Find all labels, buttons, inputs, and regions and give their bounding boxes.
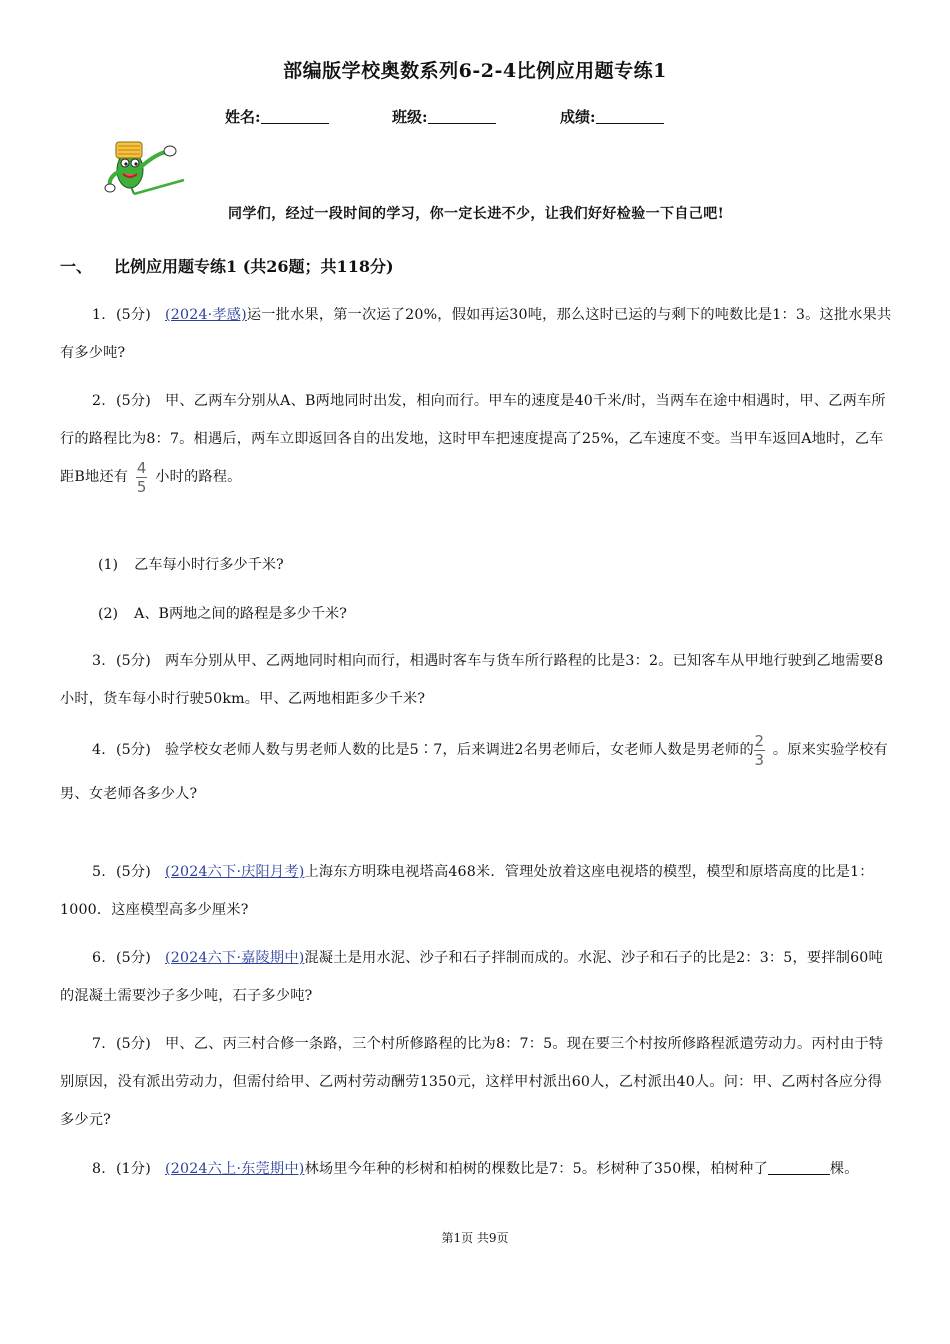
section-number: 一、: [60, 257, 93, 276]
question-score: (5分): [115, 742, 152, 758]
question-score: (1分): [115, 1161, 152, 1177]
question-text: 运一批水果，第一次运了20%，假如再运30吨，那么这时已运的与剩下的吨数比是1：3。这批水果共有多少吨?: [60, 307, 892, 361]
class-label: 班级:: [392, 108, 428, 126]
class-blank[interactable]: [428, 109, 496, 124]
question-number: 1.: [92, 307, 106, 323]
score-label: 成绩:: [560, 108, 596, 126]
section-heading: [60, 254, 394, 277]
question-number: 2.: [92, 393, 106, 409]
question-source-link[interactable]: (2024·孝感): [165, 307, 247, 323]
question-source-link[interactable]: (2024六上·东莞期中): [165, 1161, 305, 1177]
fraction-denominator: 3: [754, 750, 765, 769]
question-3: [60, 642, 892, 718]
question-source-link[interactable]: (2024六下·嘉陵期中): [165, 950, 305, 966]
class-field[interactable]: [392, 106, 496, 127]
question-number: 6.: [92, 950, 106, 966]
score-field[interactable]: [560, 106, 664, 127]
question-4: [60, 728, 892, 816]
question-source-link[interactable]: (2024六下·庆阳月考): [165, 864, 305, 880]
question-text: 验学校女老师人数与男老师人数的比是5∶7，后来调进2名男老师后，女老师人数是男老师的: [165, 742, 754, 758]
question-score: (5分): [115, 864, 152, 880]
name-label: 姓名:: [225, 108, 261, 126]
name-blank[interactable]: [261, 109, 329, 124]
question-2-sub-1: [98, 554, 284, 574]
question-text: 甲、乙两车分别从A、B两地同时出发，相向而行。甲车的速度是40千米/时，当两车在途中相遇时，甲、乙两车所行的路程比为8：7。相遇后，两车立即返回各自的出发地，这时甲车把速度提高了25%，乙车速度不变。当甲车返回A地时，乙车距B地还有: [60, 393, 886, 485]
answer-blank[interactable]: [768, 1160, 830, 1175]
question-7: [60, 1025, 892, 1139]
question-number: 4.: [92, 742, 106, 758]
question-text: 混凝土是用水泥、沙子和石子拌制而成的。水泥、沙子和石子的比是2：3：5，要拌制60吨的混凝土需要沙子多少吨，石子多少吨?: [60, 950, 883, 1004]
fraction: [754, 733, 765, 768]
question-5: [60, 853, 892, 929]
section-title: 比例应用题专练1 (共26题；共118分): [114, 257, 394, 276]
question-2: [60, 382, 892, 496]
question-score: (5分): [115, 393, 152, 409]
sub-text: 乙车每小时行多少千米?: [134, 557, 284, 573]
question-text-end: 小时的路程。: [155, 469, 242, 485]
question-score: (5分): [115, 950, 152, 966]
score-blank[interactable]: [596, 109, 664, 124]
sub-number: (2): [98, 606, 119, 622]
fraction-denominator: 5: [136, 477, 147, 496]
question-8: [60, 1150, 892, 1188]
question-number: 7.: [92, 1036, 106, 1052]
question-text: 两车分别从甲、乙两地同时相向而行，相遇时客车与货车所行路程的比是3：2。已知客车从甲地行驶到乙地需要8小时，货车每小时行驶50km。甲、乙两地相距多少千米?: [60, 653, 884, 707]
question-2-sub-2: [98, 603, 347, 623]
question-text: 上海东方明珠电视塔高468米．管理处放着这座电视塔的模型，模型和原塔高度的比是1：1000．这座模型高多少厘米?: [60, 864, 874, 918]
sub-text: A、B两地之间的路程是多少千米?: [134, 606, 347, 622]
name-field[interactable]: [225, 106, 329, 127]
greeting-text: 同学们，经过一段时间的学习，你一定长进不少，让我们好好检验一下自己吧!: [228, 206, 725, 222]
question-6: [60, 939, 892, 1015]
question-score: (5分): [115, 1036, 152, 1052]
question-text: 林场里今年种的杉树和柏树的棵数比是7：5。杉树种了350棵，柏树种了: [304, 1161, 768, 1177]
question-score: (5分): [115, 307, 152, 323]
question-score: (5分): [115, 653, 152, 669]
sub-number: (1): [98, 557, 119, 573]
question-1: [60, 296, 892, 372]
question-text-end: 棵。: [829, 1161, 859, 1177]
question-number: 5.: [92, 864, 106, 880]
page-title: 部编版学校奥数系列6-2-4比例应用题专练1: [283, 60, 667, 82]
question-number: 8.: [92, 1161, 106, 1177]
question-text-end: 。原来实验学校有男、女老师各多少人?: [60, 742, 888, 802]
question-text: 甲、乙、丙三村合修一条路，三个村所修路程的比为8：7：5。现在要三个村按所修路程派遣劳动力。丙村由于特别原因，没有派出劳动力，但需付给甲、乙两村劳动酬劳1350元，这样甲村派出60人，乙村派出40人。问：甲、乙两村各应分得多少元?: [60, 1036, 884, 1128]
fraction: [136, 460, 147, 495]
page-footer: 第1页 共9页: [441, 1231, 509, 1245]
pencil-mascot-icon: [104, 136, 190, 200]
fraction-numerator: 2: [754, 731, 765, 750]
fraction-numerator: 4: [136, 458, 147, 477]
question-number: 3.: [92, 653, 106, 669]
